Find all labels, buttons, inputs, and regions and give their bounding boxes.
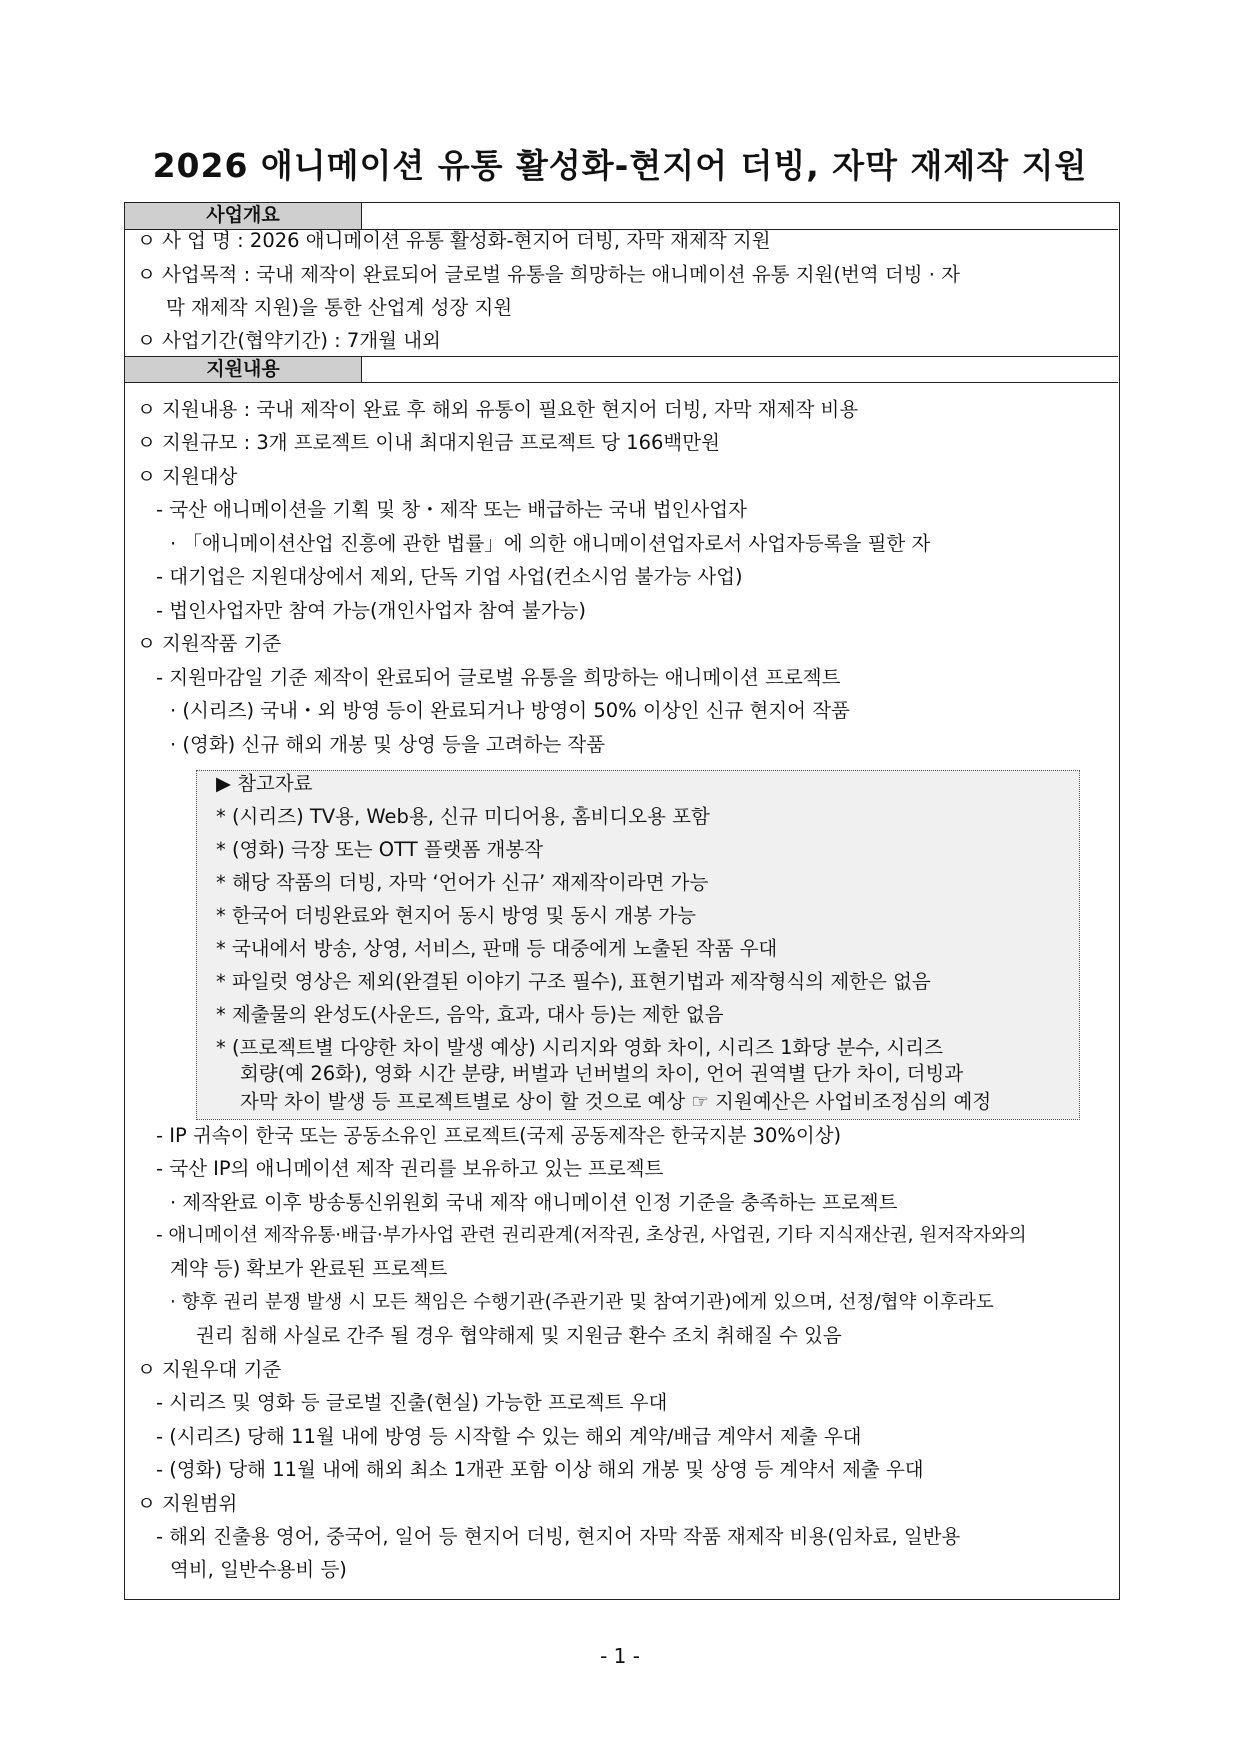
reference-item: 회량(예 26화), 영화 시간 분량, 버벌과 넌버벌의 차이, 언어 권역별 단가 차이, 더빙과	[240, 1062, 964, 1085]
content-line: ㅇ 지원대상	[137, 465, 238, 488]
content-line: 권리 침해 사실로 간주 될 경우 협약해제 및 지원금 환수 조치 취해질 수 있음	[196, 1324, 842, 1347]
content-line: - 해외 진출용 영어, 중국어, 일어 등 현지어 더빙, 현지어 자막 작품 재제작 비용(임차료, 일반용	[156, 1525, 961, 1548]
content-line: · 「애니메이션산업 진흥에 관한 법률」에 의한 애니메이션업자로서 사업자등록을 필한 자	[170, 532, 931, 555]
content-line: - 애니메이션 제작유통·배급·부가사업 관련 권리관계(저작권, 초상권, 사업권, 기타 지식재산권, 원저작자와의	[156, 1225, 1027, 1246]
content-line: - 국산 애니메이션을 기획 및 창・제작 또는 배급하는 국내 법인사업자	[156, 498, 747, 521]
page-number: - 1 -	[600, 1644, 640, 1668]
content-line: - 국산 IP의 애니메이션 제작 권리를 보유하고 있는 프로젝트	[156, 1157, 664, 1180]
content-line: - IP 귀속이 한국 또는 공동소유인 프로젝트(국제 공동제작은 한국지분 30%이상)	[156, 1124, 842, 1147]
content-line: - 법인사업자만 참여 가능(개인사업자 참여 불가능)	[156, 599, 586, 622]
content-line: - 시리즈 및 영화 등 글로벌 진출(현실) 가능한 프로젝트 우대	[156, 1391, 668, 1414]
content-line: - 대기업은 지원대상에서 제외, 단독 기업 사업(컨소시엄 불가능 사업)	[156, 565, 743, 588]
content-line: · (시리즈) 국내・외 방영 등이 완료되거나 방영이 50% 이상인 신규 현지어 작품	[170, 699, 850, 722]
content-line: ㅇ 지원내용 : 국내 제작이 완료 후 해외 유통이 필요한 현지어 더빙, 자막 재제작 비용	[137, 398, 859, 421]
section-label-overview: 사업개요	[125, 203, 362, 229]
reference-heading: ▶ 참고자료	[216, 772, 313, 795]
content-line: 역비, 일반수용비 등)	[170, 1558, 347, 1581]
reference-item: * 한국어 더빙완료와 현지어 동시 방영 및 동시 개봉 가능	[216, 904, 696, 927]
content-line: 계약 등) 확보가 완료된 프로젝트	[170, 1257, 448, 1280]
overview-line: ㅇ 사업기간(협약기간) : 7개월 내외	[137, 329, 441, 352]
content-line: ㅇ 지원우대 기준	[137, 1358, 282, 1381]
section-label-support: 지원내용	[125, 357, 362, 382]
section-header-overview	[125, 203, 1118, 230]
content-line: - 지원마감일 기준 제작이 완료되어 글로벌 유통을 희망하는 애니메이션 프로젝트	[156, 666, 841, 689]
content-line: - (시리즈) 당해 11월 내에 방영 등 시작할 수 있는 해외 계약/배급 계약서 제출 우대	[156, 1425, 862, 1448]
reference-item: * (영화) 극장 또는 OTT 플랫폼 개봉작	[216, 838, 544, 861]
overview-line: 막 재제작 지원)을 통한 산업계 성장 지원	[166, 296, 513, 319]
reference-item: * (프로젝트별 다양한 차이 발생 예상) 시리지와 영화 차이, 시리즈 1화당 분수, 시리즈	[216, 1036, 943, 1059]
content-line: ㅇ 지원작품 기준	[137, 632, 282, 655]
reference-item: * 해당 작품의 더빙, 자막 ‘언어가 신규’ 재제작이라면 가능	[216, 871, 709, 894]
content-line: · 향후 권리 분쟁 발생 시 모든 책임은 수행기관(주관기관 및 참여기관)에게 있으며, 선정/협약 이후라도	[170, 1292, 994, 1313]
document-title: 2026 애니메이션 유통 활성화-현지어 더빙, 자막 재제작 지원	[152, 146, 1088, 185]
reference-item: * (시리즈) TV용, Web용, 신규 미디어용, 홈비디오용 포함	[216, 805, 710, 828]
section-header-support	[125, 356, 1118, 383]
content-line: ㅇ 지원범위	[137, 1492, 238, 1515]
overview-line: ㅇ 사업목적 : 국내 제작이 완료되어 글로벌 유통을 희망하는 애니메이션 유통 지원(번역 더빙 · 자	[137, 263, 960, 286]
content-line: · 제작완료 이후 방송통신위원회 국내 제작 애니메이션 인정 기준을 충족하는 프로젝트	[170, 1191, 898, 1214]
content-line: · (영화) 신규 해외 개봉 및 상영 등을 고려하는 작품	[170, 733, 606, 756]
reference-item: 자막 차이 발생 등 프로젝트별로 상이 할 것으로 예상 ☞ 지원예산은 사업비조정심의 예정	[240, 1090, 992, 1113]
reference-item: * 국내에서 방송, 상영, 서비스, 판매 등 대중에게 노출된 작품 우대	[216, 937, 778, 960]
reference-item: * 제출물의 완성도(사운드, 음악, 효과, 대사 등)는 제한 없음	[216, 1003, 724, 1026]
content-line: ㅇ 지원규모 : 3개 프로젝트 이내 최대지원금 프로젝트 당 166백만원	[137, 431, 720, 454]
overview-line: ㅇ 사 업 명 : 2026 애니메이션 유통 활성화-현지어 더빙, 자막 재제작 지원	[137, 229, 771, 252]
content-line: - (영화) 당해 11월 내에 해외 최소 1개관 포함 이상 해외 개봉 및 상영 등 계약서 제출 우대	[156, 1458, 924, 1481]
reference-item: * 파일럿 영상은 제외(완결된 이야기 구조 필수), 표현기법과 제작형식의 제한은 없음	[216, 970, 931, 993]
